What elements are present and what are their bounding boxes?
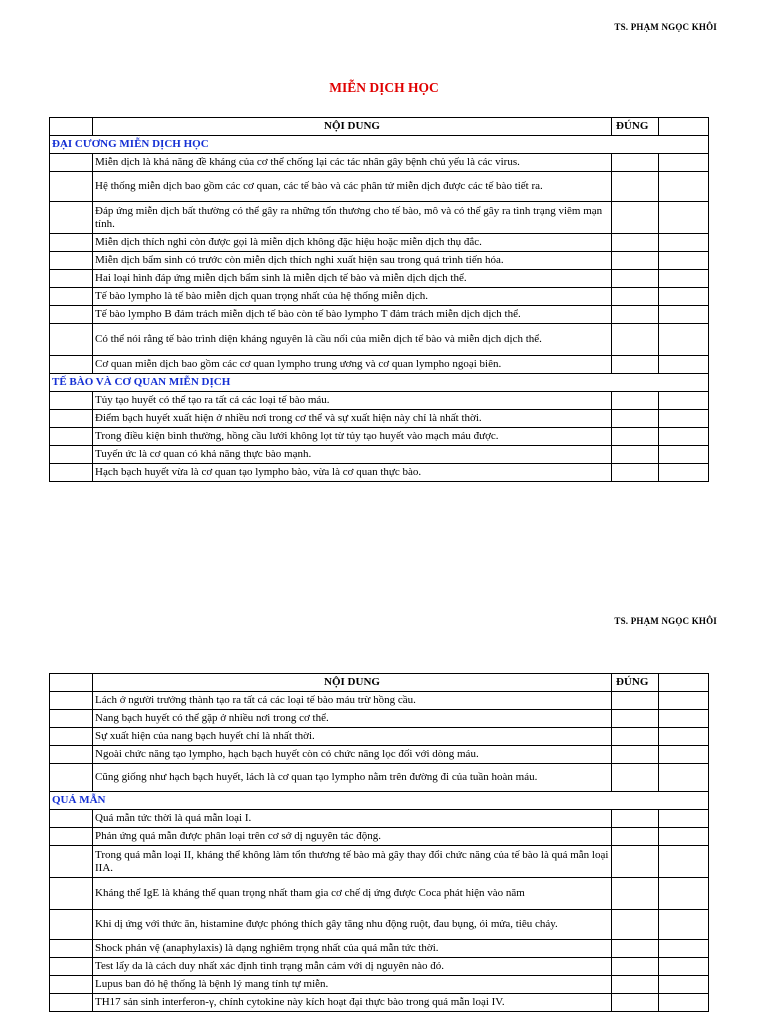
answer-true-cell[interactable] xyxy=(612,846,659,878)
question-text: Tủy tạo huyết có thể tạo ra tất cả các loại tế bào máu. xyxy=(93,392,612,410)
question-text: Nang bạch huyết có thể gặp ở nhiều nơi trong cơ thể. xyxy=(93,710,612,728)
row-number-cell xyxy=(50,846,93,878)
answer-true-cell[interactable] xyxy=(612,154,659,172)
row-number-cell xyxy=(50,976,93,994)
answer-true-cell[interactable] xyxy=(612,410,659,428)
question-row xyxy=(50,710,709,728)
section-heading-row xyxy=(50,136,709,154)
question-row xyxy=(50,878,709,910)
question-row xyxy=(50,288,709,306)
answer-false-cell[interactable] xyxy=(659,976,709,994)
question-row xyxy=(50,940,709,958)
question-text: Trong điều kiện bình thường, hồng cầu lưới không lọt từ tủy tạo huyết vào mạch máu được. xyxy=(93,428,612,446)
answer-true-cell[interactable] xyxy=(612,958,659,976)
answer-true-cell[interactable] xyxy=(612,710,659,728)
section-heading: TẾ BÀO VÀ CƠ QUAN MIỄN DỊCH xyxy=(50,374,709,392)
answer-true-cell[interactable] xyxy=(612,940,659,958)
question-text: Cũng giống như hạch bạch huyết, lách là cơ quan tạo lympho nằm trên đường đi của tuần hoàn máu. xyxy=(93,764,612,792)
answer-true-cell[interactable] xyxy=(612,746,659,764)
row-number-cell xyxy=(50,428,93,446)
question-text: Điểm bạch huyết xuất hiện ở nhiều nơi trong cơ thể và sự xuất hiện này chỉ là nhất thời. xyxy=(93,410,612,428)
question-text: Shock phản vệ (anaphylaxis) là dạng nghiêm trọng nhất của quá mẫn tức thời. xyxy=(93,940,612,958)
header-content: NỘI DUNG xyxy=(93,674,612,692)
question-row xyxy=(50,392,709,410)
answer-true-cell[interactable] xyxy=(612,172,659,202)
question-text: TH17 sản sinh interferon-γ, chính cytokine này kích hoạt đại thực bào trong quá mẫn loại IV. xyxy=(93,994,612,1012)
answer-true-cell[interactable] xyxy=(612,288,659,306)
answer-true-cell[interactable] xyxy=(612,994,659,1012)
answer-true-cell[interactable] xyxy=(612,976,659,994)
question-row xyxy=(50,994,709,1012)
question-row xyxy=(50,728,709,746)
answer-true-cell[interactable] xyxy=(612,252,659,270)
question-text: Đáp ứng miễn dịch bất thường có thể gây ra những tổn thương cho tế bào, mô và có thể gây ra tình trạng viêm mạn tính. xyxy=(93,202,612,234)
question-text: Kháng thể IgE là kháng thể quan trọng nhất tham gia cơ chế dị ứng được Coca phát hiện vào năm xyxy=(93,878,612,910)
question-row xyxy=(50,270,709,288)
answer-false-cell[interactable] xyxy=(659,234,709,252)
question-text: Hạch bạch huyết vừa là cơ quan tạo lympho bào, vừa là cơ quan thực bào. xyxy=(93,464,612,482)
answer-true-cell[interactable] xyxy=(612,692,659,710)
answer-false-cell[interactable] xyxy=(659,810,709,828)
question-text: Miễn dịch là khả năng đề kháng của cơ thể chống lại các tác nhân gây bệnh chủ yếu là các virus. xyxy=(93,154,612,172)
row-number-cell xyxy=(50,710,93,728)
question-row xyxy=(50,410,709,428)
answer-false-cell[interactable] xyxy=(659,306,709,324)
table-header-row xyxy=(50,118,709,136)
answer-false-cell[interactable] xyxy=(659,154,709,172)
question-text: Miễn dịch thích nghi còn được gọi là miễn dịch không đặc hiệu hoặc miễn dịch thụ đắc. xyxy=(93,234,612,252)
row-number-cell xyxy=(50,728,93,746)
question-text: Sự xuất hiện của nang bạch huyết chỉ là nhất thời. xyxy=(93,728,612,746)
header-blank-cell xyxy=(659,674,709,692)
row-number-cell xyxy=(50,994,93,1012)
answer-true-cell[interactable] xyxy=(612,306,659,324)
question-row xyxy=(50,746,709,764)
row-number-cell xyxy=(50,392,93,410)
row-number-cell xyxy=(50,940,93,958)
row-number-cell xyxy=(50,252,93,270)
answer-false-cell[interactable] xyxy=(659,746,709,764)
row-number-cell xyxy=(50,288,93,306)
question-table-page-2 xyxy=(49,673,709,1012)
answer-false-cell[interactable] xyxy=(659,728,709,746)
author-name: TS. PHẠM NGỌC KHÔI xyxy=(614,22,717,32)
answer-false-cell[interactable] xyxy=(659,410,709,428)
question-text: Quá mẫn tức thời là quá mẫn loại I. xyxy=(93,810,612,828)
header-blank-cell xyxy=(50,118,93,136)
question-row xyxy=(50,154,709,172)
row-number-cell xyxy=(50,234,93,252)
table-header-row xyxy=(50,674,709,692)
header-content: NỘI DUNG xyxy=(93,118,612,136)
question-row xyxy=(50,958,709,976)
row-number-cell xyxy=(50,202,93,234)
answer-true-cell[interactable] xyxy=(612,234,659,252)
question-row xyxy=(50,252,709,270)
question-text: Hệ thống miễn dịch bao gồm các cơ quan, các tế bào và các phân tử miễn dịch được các tế bào tiết ra. xyxy=(93,172,612,202)
question-row xyxy=(50,172,709,202)
question-text: Lupus ban đỏ hệ thống là bệnh lý mang tính tự miễn. xyxy=(93,976,612,994)
answer-false-cell[interactable] xyxy=(659,324,709,356)
answer-true-cell[interactable] xyxy=(612,270,659,288)
question-text: Miễn dịch bẩm sinh có trước còn miễn dịch thích nghi xuất hiện sau trong quá trình tiến hóa. xyxy=(93,252,612,270)
row-number-cell xyxy=(50,764,93,792)
row-number-cell xyxy=(50,958,93,976)
answer-false-cell[interactable] xyxy=(659,392,709,410)
answer-false-cell[interactable] xyxy=(659,828,709,846)
answer-false-cell[interactable] xyxy=(659,252,709,270)
section-heading: ĐẠI CƯƠNG MIỄN DỊCH HỌC xyxy=(50,136,709,154)
answer-false-cell[interactable] xyxy=(659,428,709,446)
row-number-cell xyxy=(50,446,93,464)
header-blank-cell xyxy=(659,118,709,136)
row-number-cell xyxy=(50,306,93,324)
answer-false-cell[interactable] xyxy=(659,288,709,306)
question-text: Lách ở người trưởng thành tạo ra tất cả các loại tế bào máu trừ hồng cầu. xyxy=(93,692,612,710)
answer-true-cell[interactable] xyxy=(612,324,659,356)
question-row xyxy=(50,692,709,710)
answer-true-cell[interactable] xyxy=(612,392,659,410)
row-number-cell xyxy=(50,910,93,940)
answer-false-cell[interactable] xyxy=(659,846,709,878)
question-table-page-1 xyxy=(49,117,709,482)
question-text: Tế bào lympho là tế bào miễn dịch quan trọng nhất của hệ thống miễn dịch. xyxy=(93,288,612,306)
answer-false-cell[interactable] xyxy=(659,270,709,288)
answer-false-cell[interactable] xyxy=(659,172,709,202)
answer-true-cell[interactable] xyxy=(612,428,659,446)
row-number-cell xyxy=(50,878,93,910)
author-name-page-2: TS. PHẠM NGỌC KHÔI xyxy=(614,616,717,626)
section-heading: QUÁ MẪN xyxy=(50,792,709,810)
question-row xyxy=(50,324,709,356)
answer-true-cell[interactable] xyxy=(612,910,659,940)
answer-false-cell[interactable] xyxy=(659,202,709,234)
header-correct: ĐÚNG xyxy=(612,118,659,136)
question-text: Có thể nói rằng tế bào trình diện kháng nguyên là cầu nối của miễn dịch tế bào và miễn dịch dịch thể. xyxy=(93,324,612,356)
answer-true-cell[interactable] xyxy=(612,828,659,846)
answer-false-cell[interactable] xyxy=(659,764,709,792)
question-text: Phản ứng quá mẫn được phân loại trên cơ sở dị nguyên tác động. xyxy=(93,828,612,846)
question-row xyxy=(50,910,709,940)
answer-false-cell[interactable] xyxy=(659,878,709,910)
question-text: Tuyến ức là cơ quan có khả năng thực bào mạnh. xyxy=(93,446,612,464)
question-row xyxy=(50,234,709,252)
answer-false-cell[interactable] xyxy=(659,356,709,374)
question-row xyxy=(50,446,709,464)
row-number-cell xyxy=(50,692,93,710)
question-row xyxy=(50,428,709,446)
question-row xyxy=(50,976,709,994)
header-blank-cell xyxy=(50,674,93,692)
answer-false-cell[interactable] xyxy=(659,910,709,940)
answer-false-cell[interactable] xyxy=(659,994,709,1012)
question-text: Khi dị ứng với thức ăn, histamine được phóng thích gây tăng nhu động ruột, đau bụng, ói mửa, tiêu chảy. xyxy=(93,910,612,940)
row-number-cell xyxy=(50,356,93,374)
question-text: Tế bào lympho B đảm trách miễn dịch tế bào còn tế bào lympho T đảm trách miễn dịch dịch thể. xyxy=(93,306,612,324)
question-row xyxy=(50,846,709,878)
answer-false-cell[interactable] xyxy=(659,958,709,976)
row-number-cell xyxy=(50,810,93,828)
document-title: MIỄN DỊCH HỌC xyxy=(329,80,439,95)
question-row xyxy=(50,764,709,792)
row-number-cell xyxy=(50,746,93,764)
answer-true-cell[interactable] xyxy=(612,764,659,792)
answer-false-cell[interactable] xyxy=(659,940,709,958)
question-row xyxy=(50,306,709,324)
answer-true-cell[interactable] xyxy=(612,356,659,374)
answer-false-cell[interactable] xyxy=(659,710,709,728)
answer-true-cell[interactable] xyxy=(612,728,659,746)
row-number-cell xyxy=(50,154,93,172)
question-row xyxy=(50,828,709,846)
answer-true-cell[interactable] xyxy=(612,446,659,464)
row-number-cell xyxy=(50,172,93,202)
question-row xyxy=(50,810,709,828)
question-text: Trong quá mẫn loại II, kháng thể không làm tổn thương tế bào mà gây thay đổi chức năng của tế bào là quá mẫn loại IIA. xyxy=(93,846,612,878)
answer-false-cell[interactable] xyxy=(659,464,709,482)
question-text: Hai loại hình đáp ứng miễn dịch bẩm sinh là miễn dịch tế bào và miễn dịch dịch thể. xyxy=(93,270,612,288)
header-correct: ĐÚNG xyxy=(612,674,659,692)
answer-true-cell[interactable] xyxy=(612,464,659,482)
question-row xyxy=(50,202,709,234)
row-number-cell xyxy=(50,410,93,428)
question-row xyxy=(50,464,709,482)
answer-true-cell[interactable] xyxy=(612,202,659,234)
answer-false-cell[interactable] xyxy=(659,446,709,464)
question-text: Test lẩy da là cách duy nhất xác định tình trạng mẫn cảm với dị nguyên nào đó. xyxy=(93,958,612,976)
answer-true-cell[interactable] xyxy=(612,878,659,910)
question-row xyxy=(50,356,709,374)
section-heading-row xyxy=(50,792,709,810)
question-text: Ngoài chức năng tạo lympho, hạch bạch huyết còn có chức năng lọc đối với dòng máu. xyxy=(93,746,612,764)
section-heading-row xyxy=(50,374,709,392)
row-number-cell xyxy=(50,270,93,288)
question-text: Cơ quan miễn dịch bao gồm các cơ quan lympho trung ương và cơ quan lympho ngoại biên. xyxy=(93,356,612,374)
row-number-cell xyxy=(50,324,93,356)
answer-false-cell[interactable] xyxy=(659,692,709,710)
answer-true-cell[interactable] xyxy=(612,810,659,828)
row-number-cell xyxy=(50,464,93,482)
row-number-cell xyxy=(50,828,93,846)
